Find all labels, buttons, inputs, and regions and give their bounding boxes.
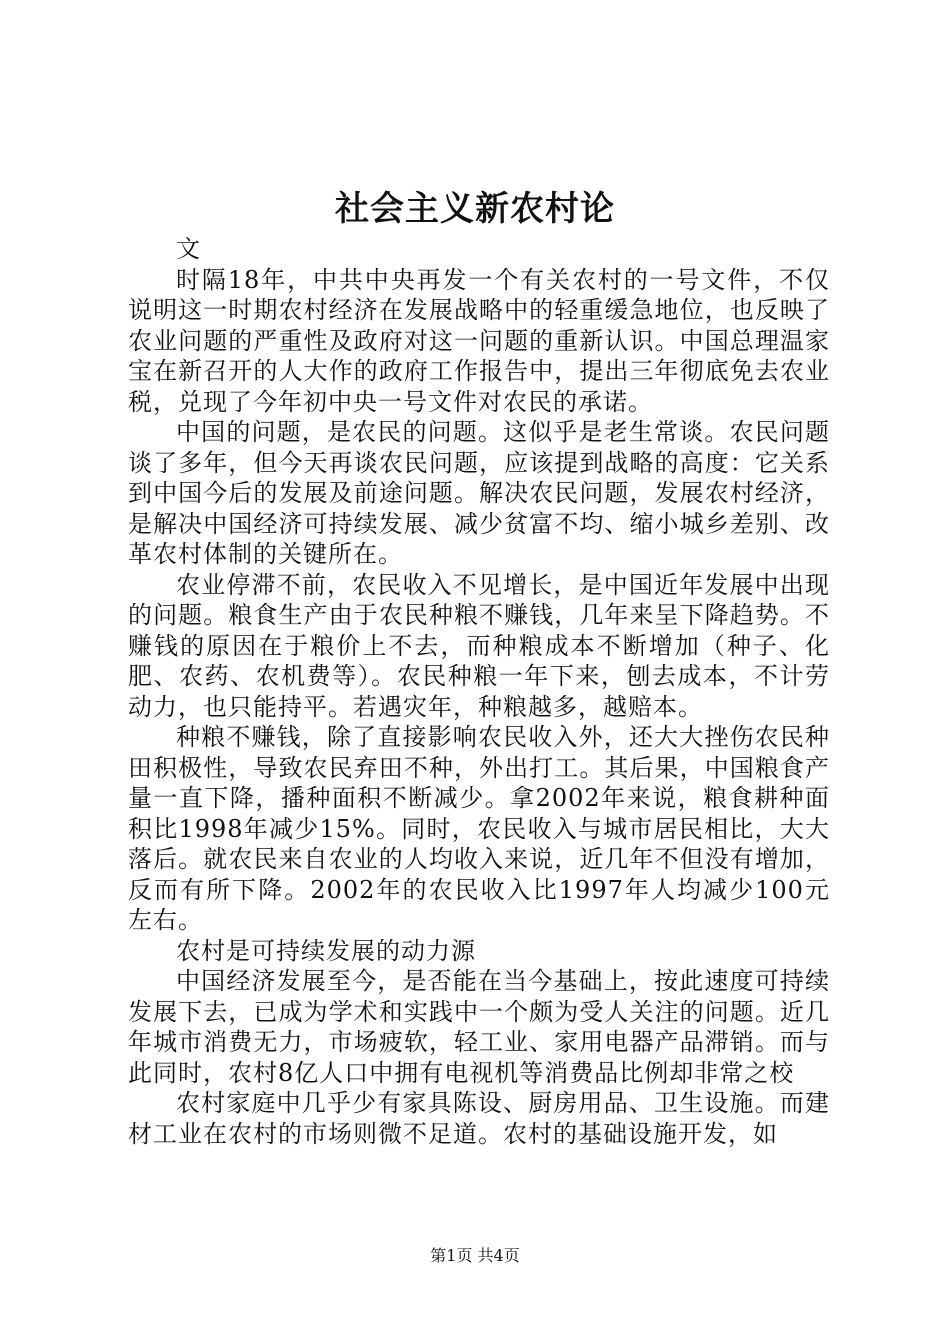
paragraph-author: 文 bbox=[176, 235, 201, 263]
document-body bbox=[128, 234, 830, 1149]
page-number-footer: 第1页 共4页 bbox=[430, 1246, 520, 1265]
document-title: 社会主义新农村论 bbox=[335, 189, 615, 229]
paragraph: 种粮不赚钱，除了直接影响农民收入外，还大大挫伤农民种田积极性，导致农民弃田不种，外出打工。其后果，中国粮食产量一直下降，播种面积不断减少。拿2002年来说，粮食耕种面积比1998年减少15%。同时，农民收入与城市居民相比，大大落后。就农民来自农业的人均收入来说，近几年不但没有增加，反而有所下降。2002年的农民收入比1997年人均减少100元左右。 bbox=[128, 723, 830, 934]
paragraph: 农业停滞不前，农民收入不见增长，是中国近年发展中出现的问题。粮食生产由于农民种粮不赚钱，几年来呈下降趋势。不赚钱的原因在于粮价上不去，而种粮成本不断增加（种子、化肥、农药、农机费等）。农民种粮一年下来，刨去成本，不计劳动力，也只能持平。若遇灾年，种粮越多，越赔本。 bbox=[128, 570, 830, 721]
paragraph: 中国经济发展至今，是否能在当今基础上，按此速度可持续发展下去，已成为学术和实践中一个颇为受人关注的问题。近几年城市消费无力，市场疲软，轻工业、家用电器产品滞销。而与此同时，农村8亿人口中拥有电视机等消费品比例却非常之校 bbox=[128, 967, 830, 1087]
paragraph: 时隔18年，中共中央再发一个有关农村的一号文件，不仅说明这一时期农村经济在发展战略中的轻重缓急地位，也反映了农业问题的严重性及政府对这一问题的重新认识。中国总理温家宝在新召开的人大作的政府工作报告中，提出三年彻底免去农业税，兑现了今年初中央一号文件对农民的承诺。 bbox=[128, 265, 830, 416]
paragraph: 农村家庭中几乎少有家具陈设、厨房用品、卫生设施。而建材工业在农村的市场则微不足道。农村的基础设施开发，如 bbox=[128, 1089, 830, 1148]
paragraph: 中国的问题，是农民的问题。这似乎是老生常谈。农民问题谈了多年，但今天再谈农民问题，应该提到战略的高度：它关系到中国今后的发展及前途问题。解决农民问题，发展农村经济，是解决中国经济可持续发展、减少贫富不均、缩小城乡差别、改革农村体制的关键所在。 bbox=[128, 418, 830, 568]
section-heading: 农村是可持续发展的动力源 bbox=[176, 936, 476, 965]
